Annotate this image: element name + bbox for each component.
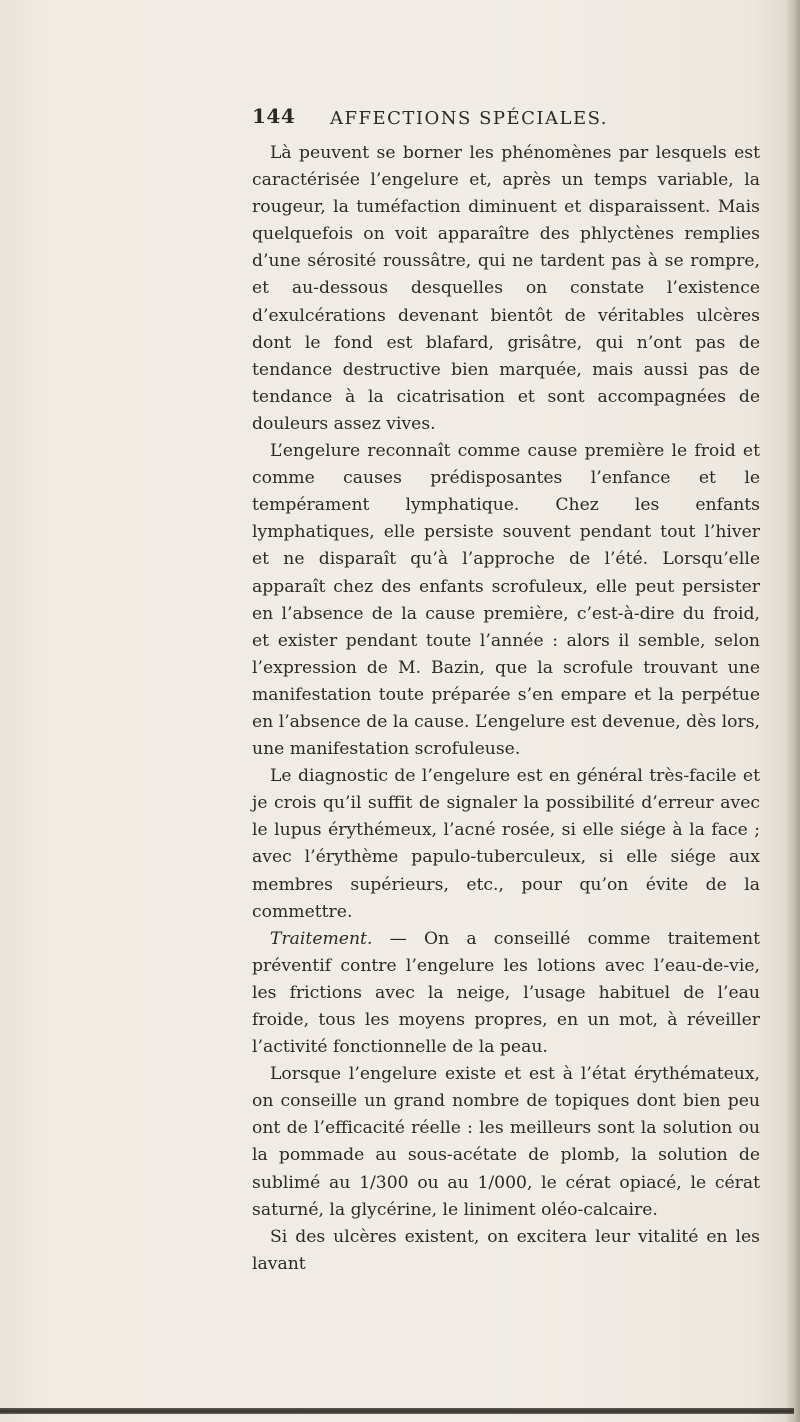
body-text (252, 140, 760, 1278)
paragraph-causes: L’engelure reconnaît comme cause première le froid et comme causes prédisposantes l’enfance et le tempérament lymphatique. Chez les enfants lymphatiques, elle persiste souvent pendant tout l’hiver et ne disparaît qu’à l’approche de l’été. Lorsqu’elle apparaît chez des enfants scrofuleux, elle peut persister en l’absence de la cause première, c’est-à-dire du froid, et exister pendant toute l’année : alors il semble, selon l’expression de M. Bazin, que la scrofule trouvant une manifestation toute préparée s’en empare et la perpétue en l’absence de la cause. L’engelure est devenue, dès lors, une manifestation scrofuleuse. (252, 441, 760, 760)
paragraph-topicals: Lorsque l’engelure existe et est à l’état érythémateux, on conseille un grand nombre de topiques dont bien peu ont de l’efficacité réelle : les meilleurs sont la solution ou la pommade au sous-acétate de plomb, la solution de sublimé au 1/300 ou au 1/000, le cérat opiacé, le cérat saturné, la glycérine, le liniment oléo-calcaire. (252, 1064, 760, 1220)
paragraph-symptoms: Là peuvent se borner les phénomènes par lesquels est caractérisée l’engelure et, après un temps variable, la rougeur, la tuméfaction diminuent et disparaissent. Mais quelquefois on voit apparaître des phlyctènes remplies d’une sérosité roussâtre, qui ne tardent pas à se rompre, et au-dessous desquelles on constate l’existence d’exulcérations devenant bientôt de véritables ulcères dont le fond est blafard, grisâtre, qui n’ont pas de tendance destructive bien marquée, mais aussi pas de tendance à la cicatrisation et sont accompagnées de douleurs assez vives. (252, 143, 760, 434)
page-number: 144 (252, 104, 296, 128)
treatment-text: — On a conseillé comme traitement préventif contre l’engelure les lotions avec l’eau-de-vie, les frictions avec la neige, l’usage habituel de l’eau froide, tous les moyens propres, en un mot, à réveiller l’activité fonctionnelle de la peau. (252, 928, 760, 1058)
page-edge-shadow (786, 0, 800, 1422)
page-bottom-rule (0, 1408, 794, 1414)
paragraph-treatment (252, 926, 760, 1061)
paragraph-ulcers: Si des ulcères existent, on excitera leur vitalité en les lavant (252, 1226, 760, 1274)
paragraph-diagnosis: Le diagnostic de l’engelure est en général très-facile et je crois qu’il suffit de signaler la possibilité d’erreur avec le lupus érythémeux, l’acné rosée, si elle siége à la face ; avec l’érythème papulo-tuberculeux, si elle siége aux membres supérieurs, etc., pour qu’on évite de la commettre. (252, 766, 760, 922)
running-title: AFFECTIONS SPÉCIALES. (330, 108, 609, 129)
treatment-label: Traitement. (270, 928, 373, 949)
